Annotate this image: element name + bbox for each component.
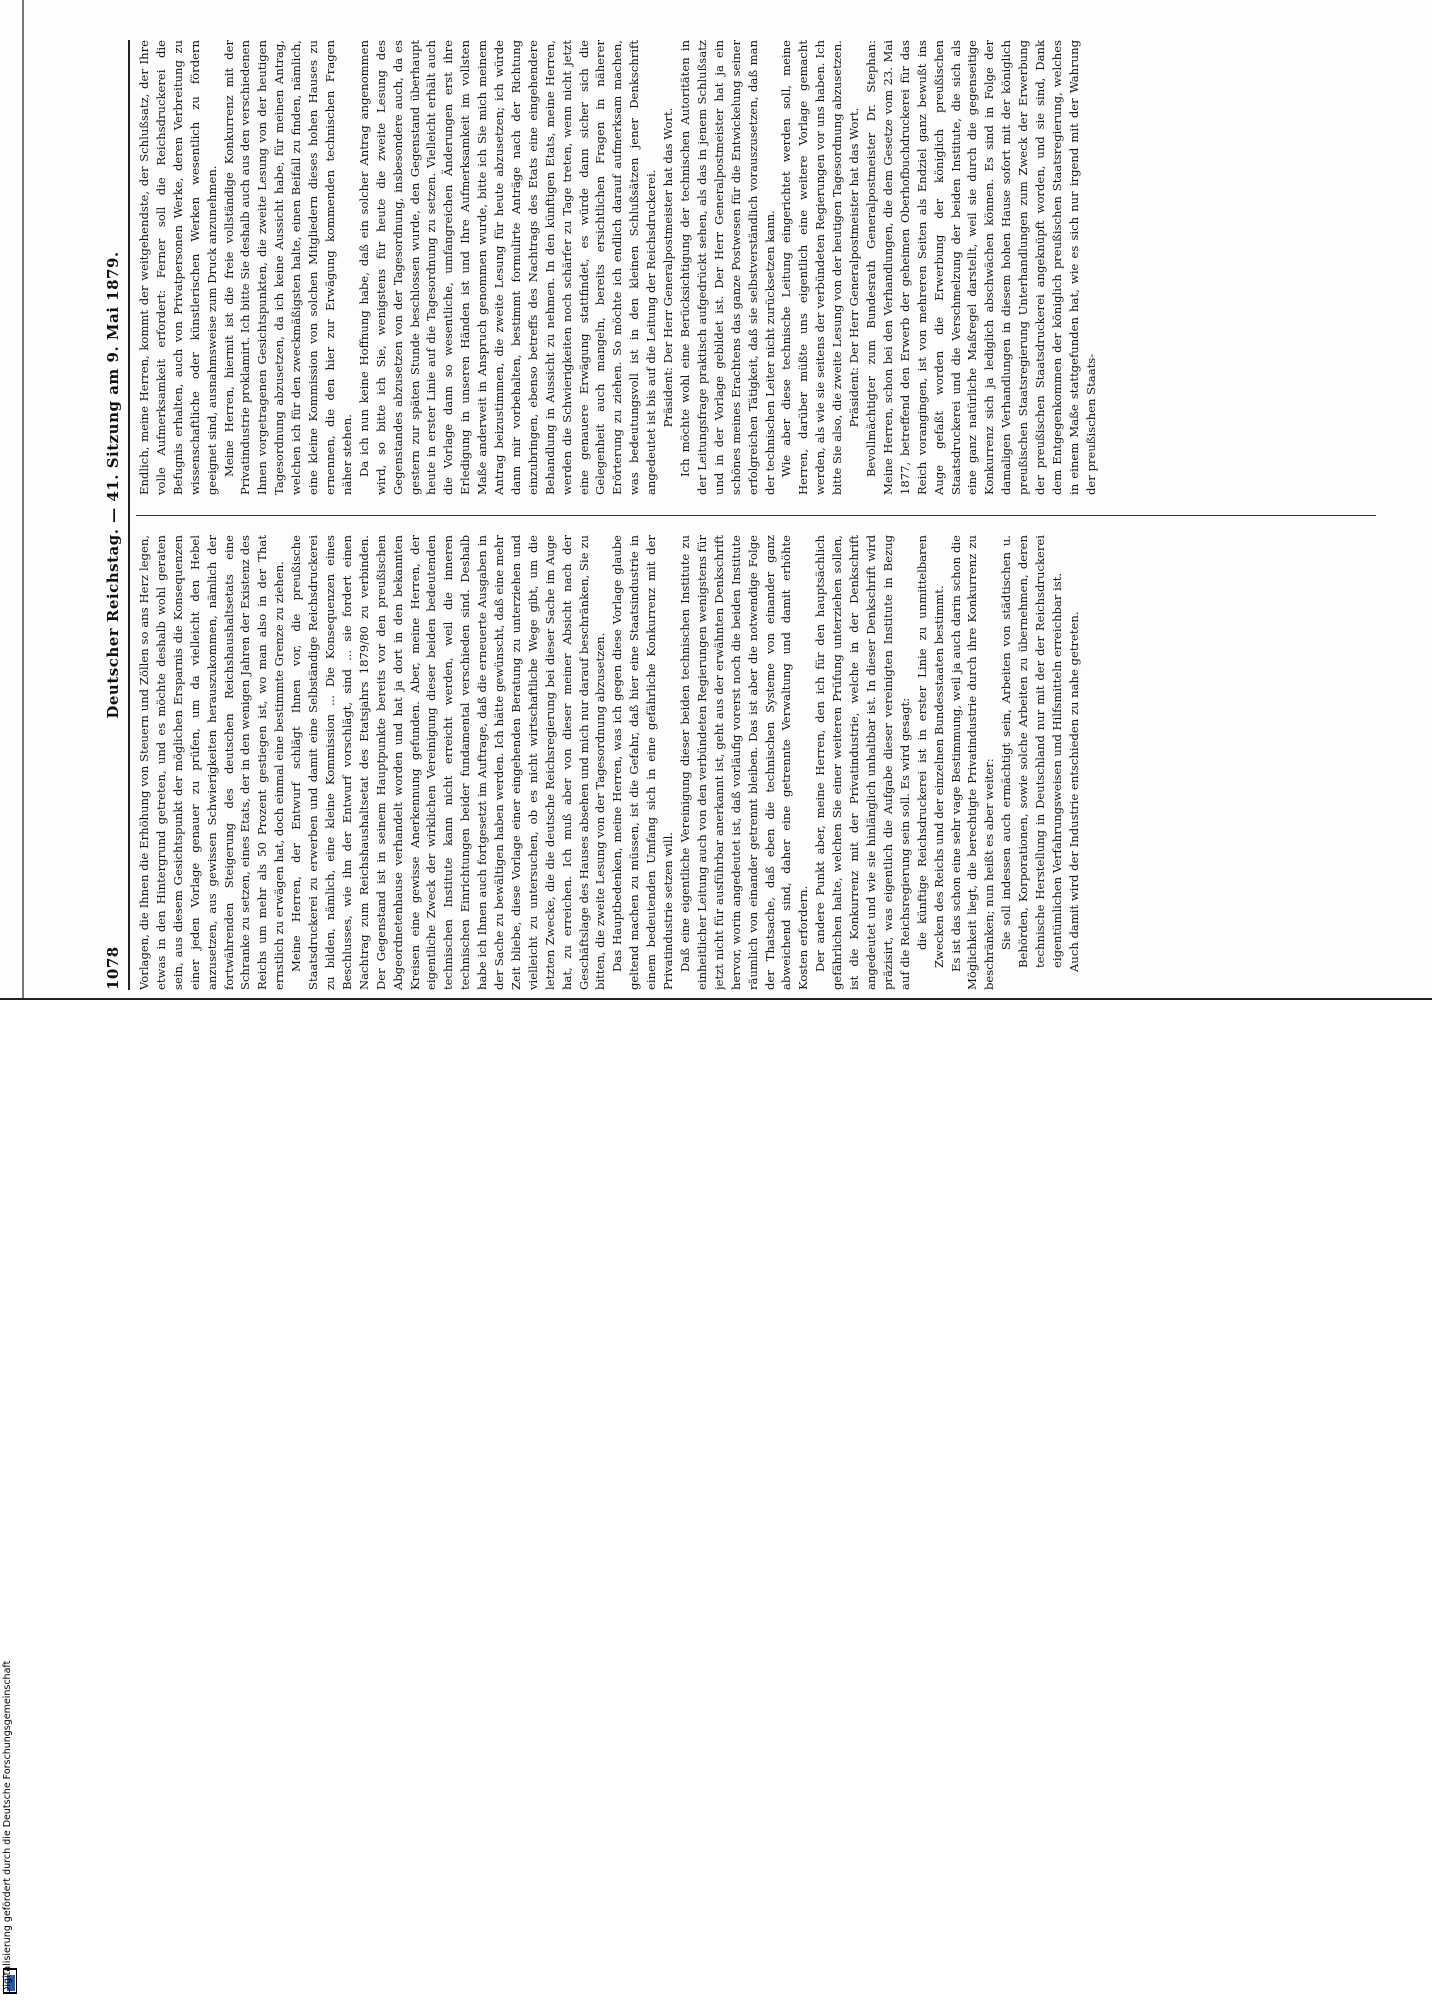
paragraph: Das Hauptbedenken, meine Herren, was ich gegen diese Vorlage glaube geltend machen zu müssen, ist die Gefahr, daß hier eine Staatsindustrie in einem bedeutenden Umfang sich in eine gefährliche Konkurrenz mit der Privatindustrie setzen will.: [610, 535, 676, 990]
paragraph: Präsident: Der Herr Generalpostmeister hat das Wort.: [847, 107, 862, 428]
rotated-page-content: [100, 40, 1390, 990]
paragraph: Es ist das schon eine sehr vage Bestimmung, weil ja auch darin schon die Möglichkeit liegt, die berechtigte Privatindustrie durch ihre Konkurrenz zu beschränken; nun heißt es aber weiter:: [948, 535, 997, 990]
header-rule: [128, 40, 130, 990]
paragraph: Daß eine eigentliche Vereinigung dieser beiden technischen Institute zu einheitlicher Leitung auch von den verbündeten Regierungen wenigstens für jetzt nicht für ausführbar anerkannt ist, geht aus der erwähnten Denkschrift hervor, worin angedeutet ist, daß vorläufig vorerst noch die beiden Institute räumlich von einander getrennt bleiben. Das ist aber die notwendige Folge der Thatsache, daß eben die technischen Systeme von einander ganz abweichend sind, daher eine getrennte Verwaltung und damit erhöhte Kosten erfordern.: [678, 535, 811, 990]
paragraph: die künftige Reichsdruckerei ist in erster Linie zu unmittelbaren Zwecken des Reichs und der einzelnen Bundesstaaten bestimmt.: [914, 535, 946, 968]
paragraph: Da ich nun keine Hoffnung habe, daß ein solcher Antrag angenommen wird, so bitte ich Sie, wenigstens für heute die zweite Lesung des Gegenstandes abzusetzen von der Tagesordnung, insbesondere auch, da es gestern zur späten Stunde beschlossen wurde, den Gegenstand überhaupt heute in erster Linie auf die Tagesordnung zu setzen. Vielleicht erhält auch die Vorlage dann so wesentliche, umfangreichen Änderungen erst ihre Erledigung in unseren Händen ist und Ihre Aufmerksamkeit im vollsten Maße anderweit in Anspruch genommen wurde, bitte ich Sie mich meinem Antrag beizustimmen, die zweite Lesung für heute abzusetzen; ich würde dann mir vorbehalten, bestimmt formulirte Anträge nach der Richtung einzubringen, ebenso betreffs des Nachtrags des Etats eine eingehendere Behandlung in Aussicht zu nehmen. In den künftigen Etats, meine Herren, werden die Schwierigkeiten noch schärfer zu Tage treten, wenn nicht jetzt eine genauere Erwägung stattfindet, es würde dann sicher sich die Gelegenheit auch mangeln, bereits ersichtlichen Fragen in näherer Erörterung zu ziehen. So möchte ich endlich darauf aufmerksam machen, was bedeutungsvoll ist in den kleinen Schlußsätzen jener Denkschrift angedeutet ist bis auf die Leitung der Reichsdruckerei.: [356, 40, 659, 495]
page-header: [100, 40, 126, 990]
paragraph: Präsident: Der Herr Generalpostmeister hat das Wort.: [661, 107, 676, 428]
paragraph: Meine Herren, der Entwurf schlägt Ihnen vor, die preußische Staatsdruckerei zu erwerben und damit eine Selbständige Reichsdruckerei zu bilden, nämlich, eine kleine Kommission ... Die Konsequenzen eines Beschlusses, wie ihn der Entwurf vorschlägt, sind ... sie fordert einen Nachtrag zum Reichshaushaltsetat des Etatsjahrs 1879/80 zu verbinden. Der Gegenstand ist in seinem Hauptpunkte bereits vor den preußischen Abgeordnetenhause verhandelt worden und hat ja dort in den bekannten Kreisen eine gewisse Anerkennung gefunden. Aber, meine Herren, der eigentliche Zweck der wirklichen Vereinigung dieser beiden bedeutenden technischen Institute kann nicht erreicht werden, weil die inneren technischen Einrichtungen beider fundamental verschieden sind. Deshalb habe ich Ihnen auch fortgesetzt im Auftrage, daß die erneuerte Ausgaben in der Sache zu bewältigen haben werden. Ich hätte gewünscht, daß eine mehr Zeit bliebe, diese Vorlage einer eingehenden Beratung zu unterziehen und vielleicht zu untersuchen, ob es nicht wirtschaftliche Wege gibt, um die letzten Zwecke, die die deutsche Reichsregierung bei dieser Sache im Auge hat, zu erreichen. Ich muß aber von dieser meiner Absicht nach der Geschäftslage des Hauses absehen und mich nur darauf beschränken, Sie zu bitten, die zweite Lesung von der Tagesordnung abzusetzen.: [289, 535, 608, 990]
paragraph: Wie aber diese technische Leitung eingerichtet werden soll, meine Herren, darüber müßte uns eigentlich eine weitere Vorlage gemacht werden, als wie sie seitens der verbündeten Regierungen vor uns haben. Ich bitte Sie also, die zweite Lesung von der heutigen Tagesordnung abzusetzen.: [779, 40, 845, 495]
digitization-note: Digitalisierung gefördert durch die Deutsche Forschungsgemeinschaft: [2, 1660, 13, 1994]
paragraph: Vorlagen, die Ihnen die Erhöhung von Steuern und Zöllen so ans Herz legen, etwas in den Hintergrund getreten, und es möchte deshalb wohl geraten sein, aus diesem Gesichtspunkt der möglichen Ersparnis die Konsequenzen einer jeden Vorlage genauer zu prüfen, um da vielleicht den Hebel anzusetzen, aus gewissen Schwierigkeiten herauszukommen, nämlich der fortwährenden Steigerung des deutschen Reichshaushaltsetats eine Schranke zu setzen, eines Etats, der in den wenigen Jahren der Existenz des Reichs um mehr als 50 Prozent gestiegen ist, wo man also in der That ernstlich zu erwägen hat, doch einmal eine bestimmte Grenze zu ziehen.: [137, 535, 287, 990]
right-text-column: [136, 40, 1386, 495]
paragraph: Endlich, meine Herren, kommt der weitgehendste, der Schlußsatz, der Ihre volle Aufmerksamkeit erfordert: Ferner soll die Reichsdruckerei die Befugnis erhalten, auch von Privatpersonen Werke, deren Verbreitung zu wissenschaftliche oder künstlerischen Werken wesentlich zu fördern geeignet sind, ausnahmsweise zum Druck anzunehmen.: [137, 40, 219, 495]
digitization-footer: [0, 1000, 20, 2000]
running-title: Deutscher Reichstag. — 41. Sitzung am 9. Mai 1879.: [104, 251, 122, 719]
column-divider: [136, 515, 1376, 516]
paragraph: Bevollmächtigter zum Bundesrath Generalpostmeister Dr. Stephan: Meine Herren, schon bei den Verhandlungen, die dem Gesetze vom 23. Mai 1877, betreffend den Erwerb der geheimen Oberhofbuchdruckerei für das Reich vorangingen, ist von mehreren Seiten als Endziel ganz bewußt ins Auge gefaßt worden die Erwerbung der königlich preußischen Staatsdruckerei und die Verschmelzung der beiden Institute, die sich als eine ganz natürliche Maßregel darstellt, weil sie durch die gegenseitige Konkurrenz sich ja lediglich abschwächen können. Es sind in Folge der damaligen Verhandlungen in diesem hohen Hause sofort mit der königlich preußischen Staatsregierung Unterhandlungen zum Zweck der Erwerbung der preußischen Staatsdruckerei angeknüpft worden, und sie sind, Dank dem Entgegenkommen der königlich preußischen Staatsregierung, welches in einem Maße stattgefunden hat, wie es sich nur irgend mit der Wahrung der preußischen Staats-: [863, 40, 1098, 495]
paragraph: Sie soll indessen auch ermächtigt sein, Arbeiten von städtischen u. Behörden, Korporationen, sowie solche Arbeiten zu übernehmen, deren technische Herstellung in Deutschland nur mit der der Reichsdruckerei eigentümlichen Verfahrungsweisen und Hilfsmitteln erreichbar ist.: [999, 535, 1064, 968]
left-text-column: [136, 535, 1386, 990]
paragraph: Auch damit wird der Industrie entschieden zu nahe getreten.: [1066, 611, 1081, 972]
paragraph: Meine Herren, hiermit ist die freie vollständige Konkurrenz mit der Privatindustrie proklamirt. Ich bitte Sie deshalb auch aus den verschiedenen Ihnen vorgetragenen Gesichtspunkten, die zweite Lesung von der heutigen Tagesordnung abzusetzen, da ich keine Aussicht habe, für meinen Antrag, welchen ich für den zweckmäßigsten halte, einen Beifall zu finden, nämlich, eine kleine Kommission von solchen Mitgliedern dieses hohen Hauses zu ernennen, die den hier zur Erwägung kommenden technischen Fragen näher stehen.: [221, 40, 354, 495]
paragraph: Der andere Punkt aber, meine Herren, den ich für den hauptsächlich gefährlichen halte, welchen Sie einer weiteren Prüfung unterziehen sollen, ist die Konkurrenz mit der Privatindustrie, welche in der Denkschrift angedeutet und wie sie hinlänglich unhaltbar ist. In dieser Denkschrift wird präzisirt, was eigentlich die Aufgabe dieser vereinigten Institute in Bezug auf die Reichsregierung sein soll. Es wird gesagt:: [813, 535, 912, 990]
paragraph: Ich möchte wohl eine Berücksichtigung der technischen Autoritäten in der Leitungsfrage praktisch aufgedrückt sehen, als das in jenem Schlußsatz und in der Vorlage gebildet ist. Der Herr Generalpostmeister hat ja ein schönes meines Erachtens das ganze Postwesen für die Entwickelung seiner erfolgreichen Tätigkeit, daß sie selbstverständlich vorauszusetzen, daß man der technischen Leiter nicht zurücksetzen kann.: [678, 40, 777, 495]
page-number: 1078: [104, 946, 122, 990]
page-edge: [22, 0, 24, 1000]
